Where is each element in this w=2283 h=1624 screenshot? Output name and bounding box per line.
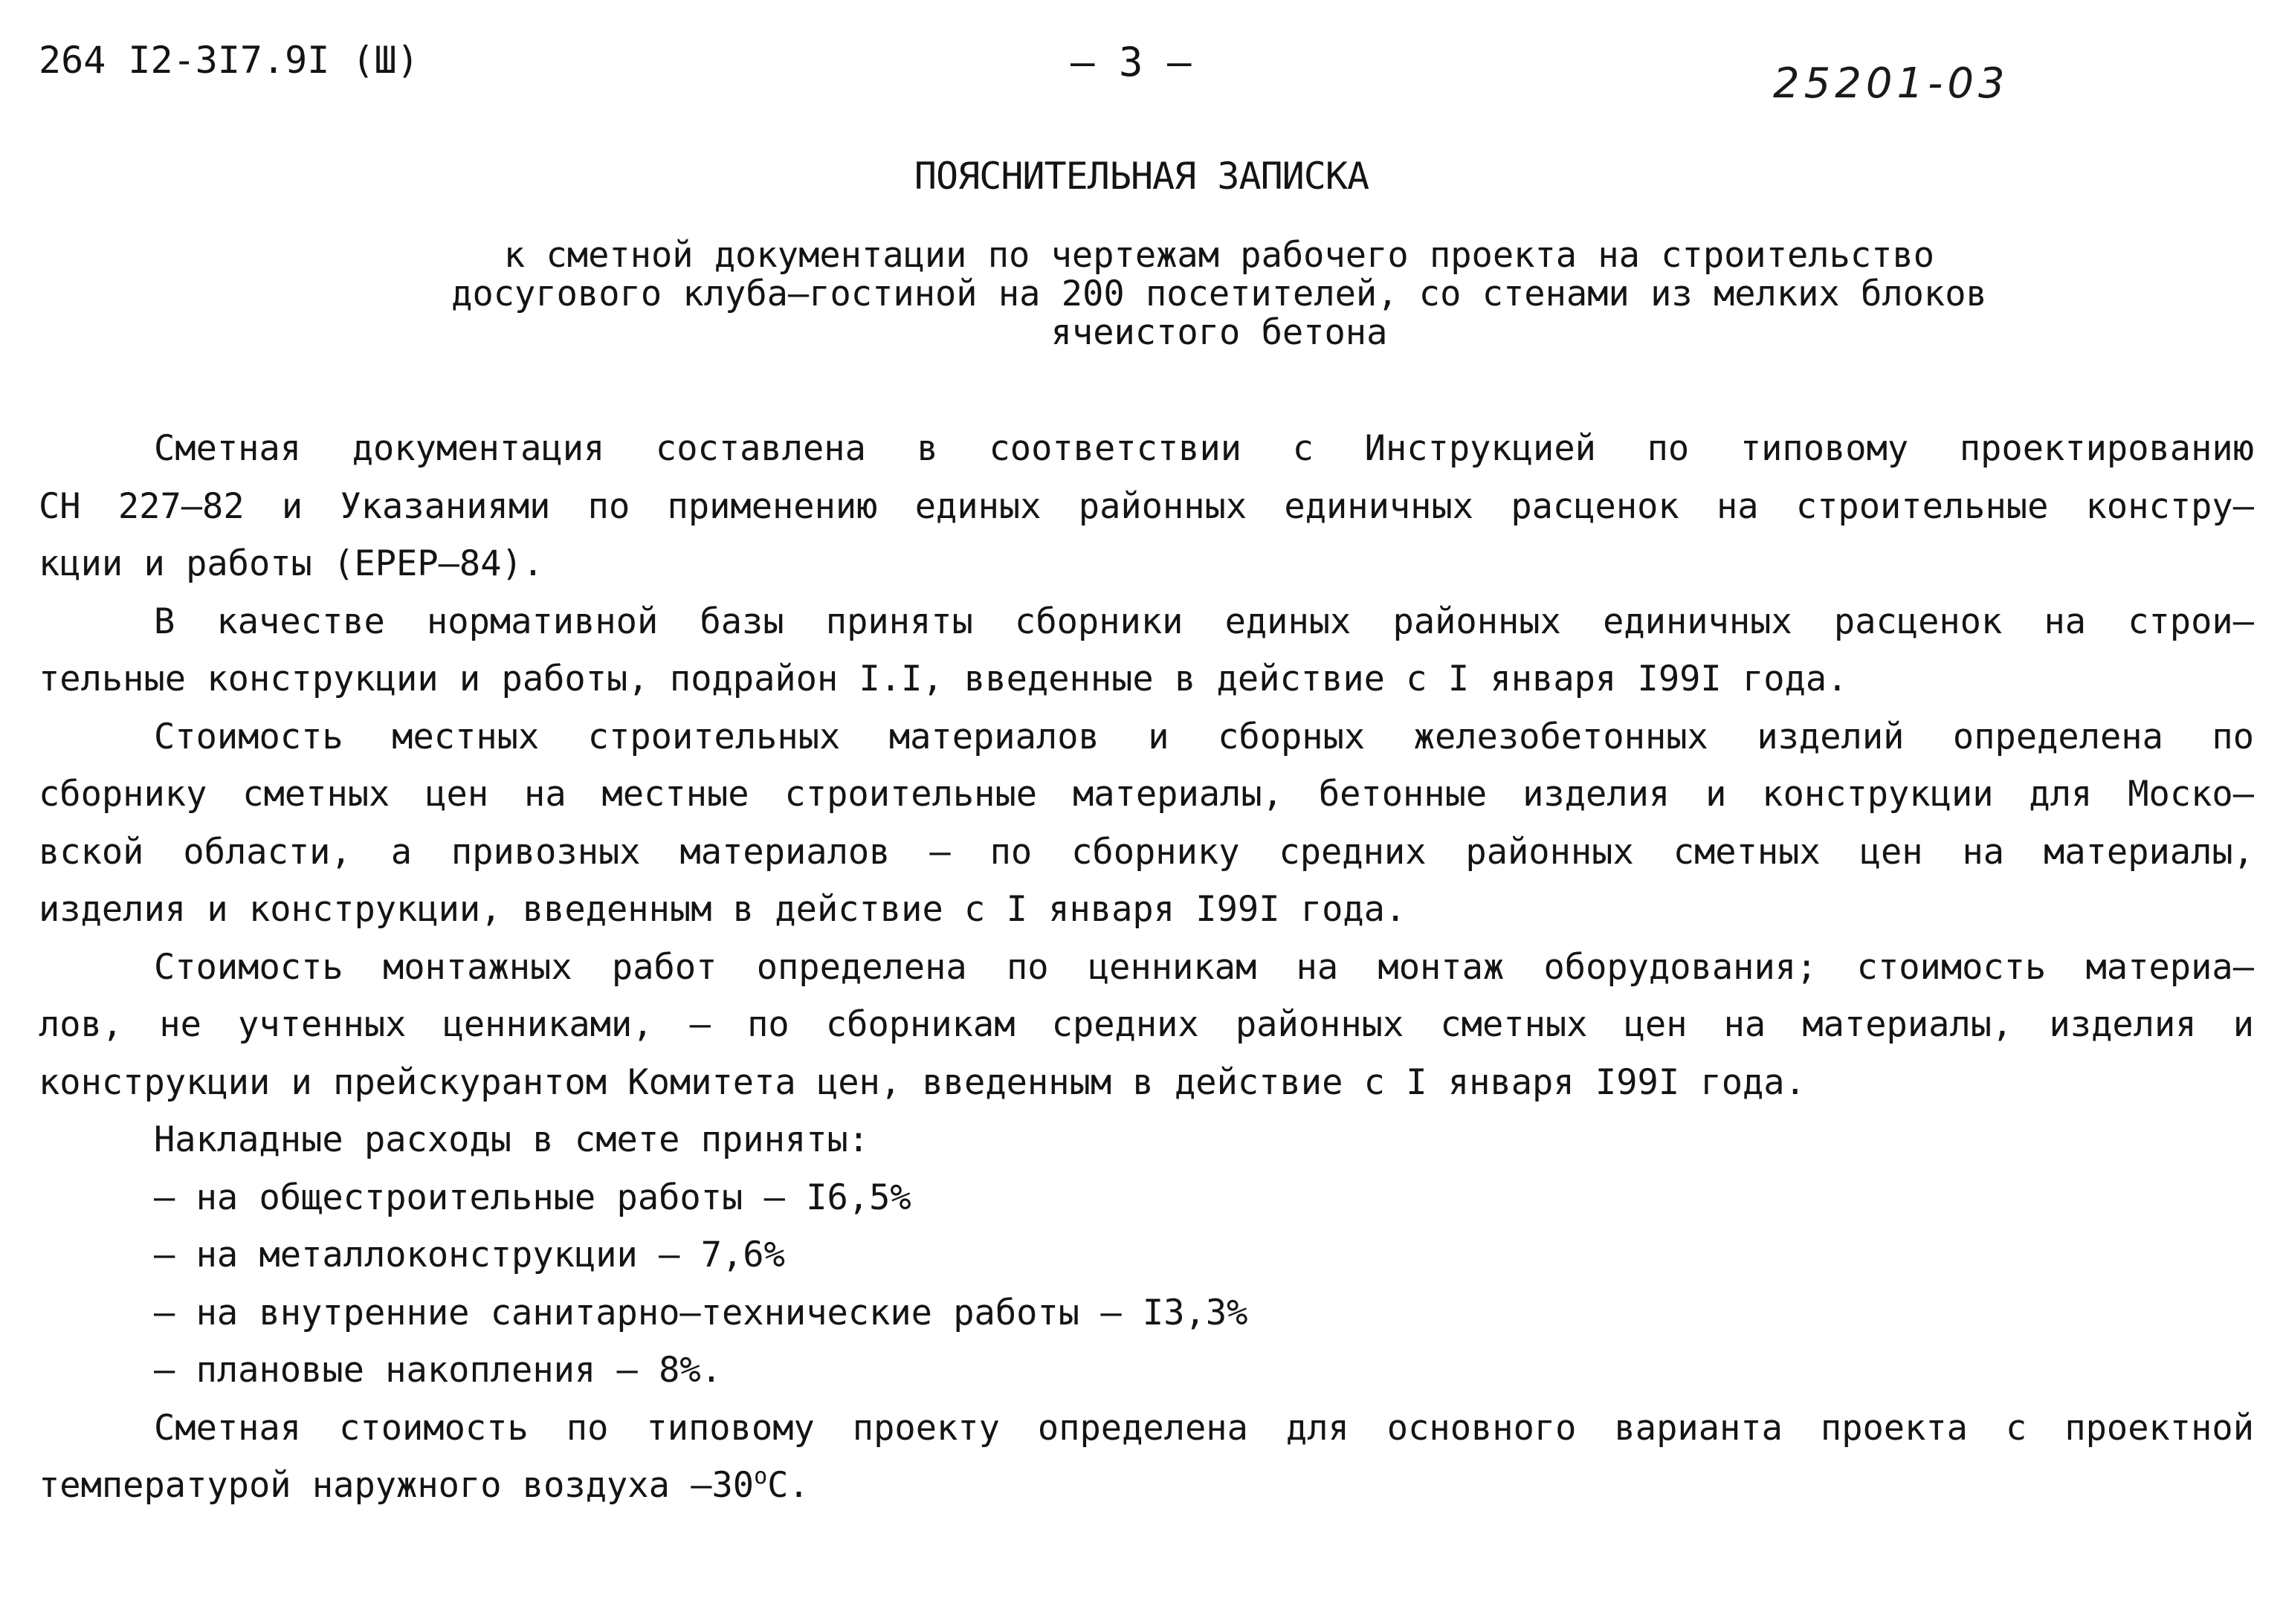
text-line: Стоимость монтажных работ определена по ценникам на монтаж оборудования; стоимость материа– <box>154 946 2254 988</box>
text-line: СН 227–82 и Указаниями по применению единых районных единичных расценок на строительные констру– <box>39 485 2254 527</box>
document-subtitle <box>383 236 2056 352</box>
text-fragment: температурой наружного воздуха –30 <box>39 1465 755 1506</box>
list-item: – на общестроительные работы – I6,5% <box>154 1177 911 1218</box>
handwritten-stamp-number: 25201-03 <box>1773 59 2009 108</box>
text-line: конструкции и прейскурантом Комитета цен, введенным в действие с I января I99I года. <box>39 1061 1806 1103</box>
list-item: – на металлоконструкции – 7,6% <box>154 1235 785 1275</box>
document-code: 264 I2-3I7.9I (Ш) <box>39 39 419 82</box>
text-line: сборнику сметных цен на местные строительные материалы, бетонные изделия и конструкции для Моско– <box>39 774 2254 815</box>
page-number: – 3 – <box>1071 39 1192 85</box>
subtitle-line: к сметной документации по чертежам рабочего проекта на строительство <box>503 235 1935 276</box>
text-line: вской области, а привозных материалов – по сборнику средних районных сметных цен на материалы, <box>39 831 2254 873</box>
subtitle-line: ячеистого бетона <box>1050 312 1388 353</box>
list-item: – плановые накопления – 8%. <box>154 1350 723 1391</box>
text-line: Сметная стоимость по типовому проекту определена для основного варианта проекта с проектной <box>154 1407 2254 1449</box>
text-line: Сметная документация составлена в соответствии с Инструкцией по типовому проектированию <box>154 428 2254 469</box>
text-line: Стоимость местных строительных материалов и сборных железобетонных изделий определена по <box>154 716 2254 757</box>
text-line: лов, не учтенных ценниками, – по сборникам средних районных сметных цен на материалы, изделия и <box>39 1004 2254 1045</box>
list-item: – на внутренние санитарно–технические работы – I3,3% <box>154 1292 1248 1333</box>
document-title: ПОЯСНИТЕЛЬНАЯ ЗАПИСКА <box>914 155 1369 198</box>
text-line: тельные конструкции и работы, подрайон I.I, введенные в действие с I января I99I года. <box>39 659 1848 699</box>
text-line <box>39 1457 2254 1515</box>
text-line: кции и работы (ЕРЕР–84). <box>39 543 544 584</box>
degree-superscript: о <box>754 1463 768 1489</box>
text-line: изделия и конструкции, введенным в действие с I января I99I года. <box>39 889 1407 930</box>
text-line: В качестве нормативной базы приняты сборники единых районных единичных расценок на строи– <box>154 601 2254 642</box>
body-text <box>39 420 2254 1515</box>
text-line: Накладные расходы в смете приняты: <box>154 1119 870 1160</box>
subtitle-line: досугового клуба–гостиной на 200 посетителей, со стенами из мелких блоков <box>451 274 1987 314</box>
text-fragment: С. <box>767 1465 810 1506</box>
